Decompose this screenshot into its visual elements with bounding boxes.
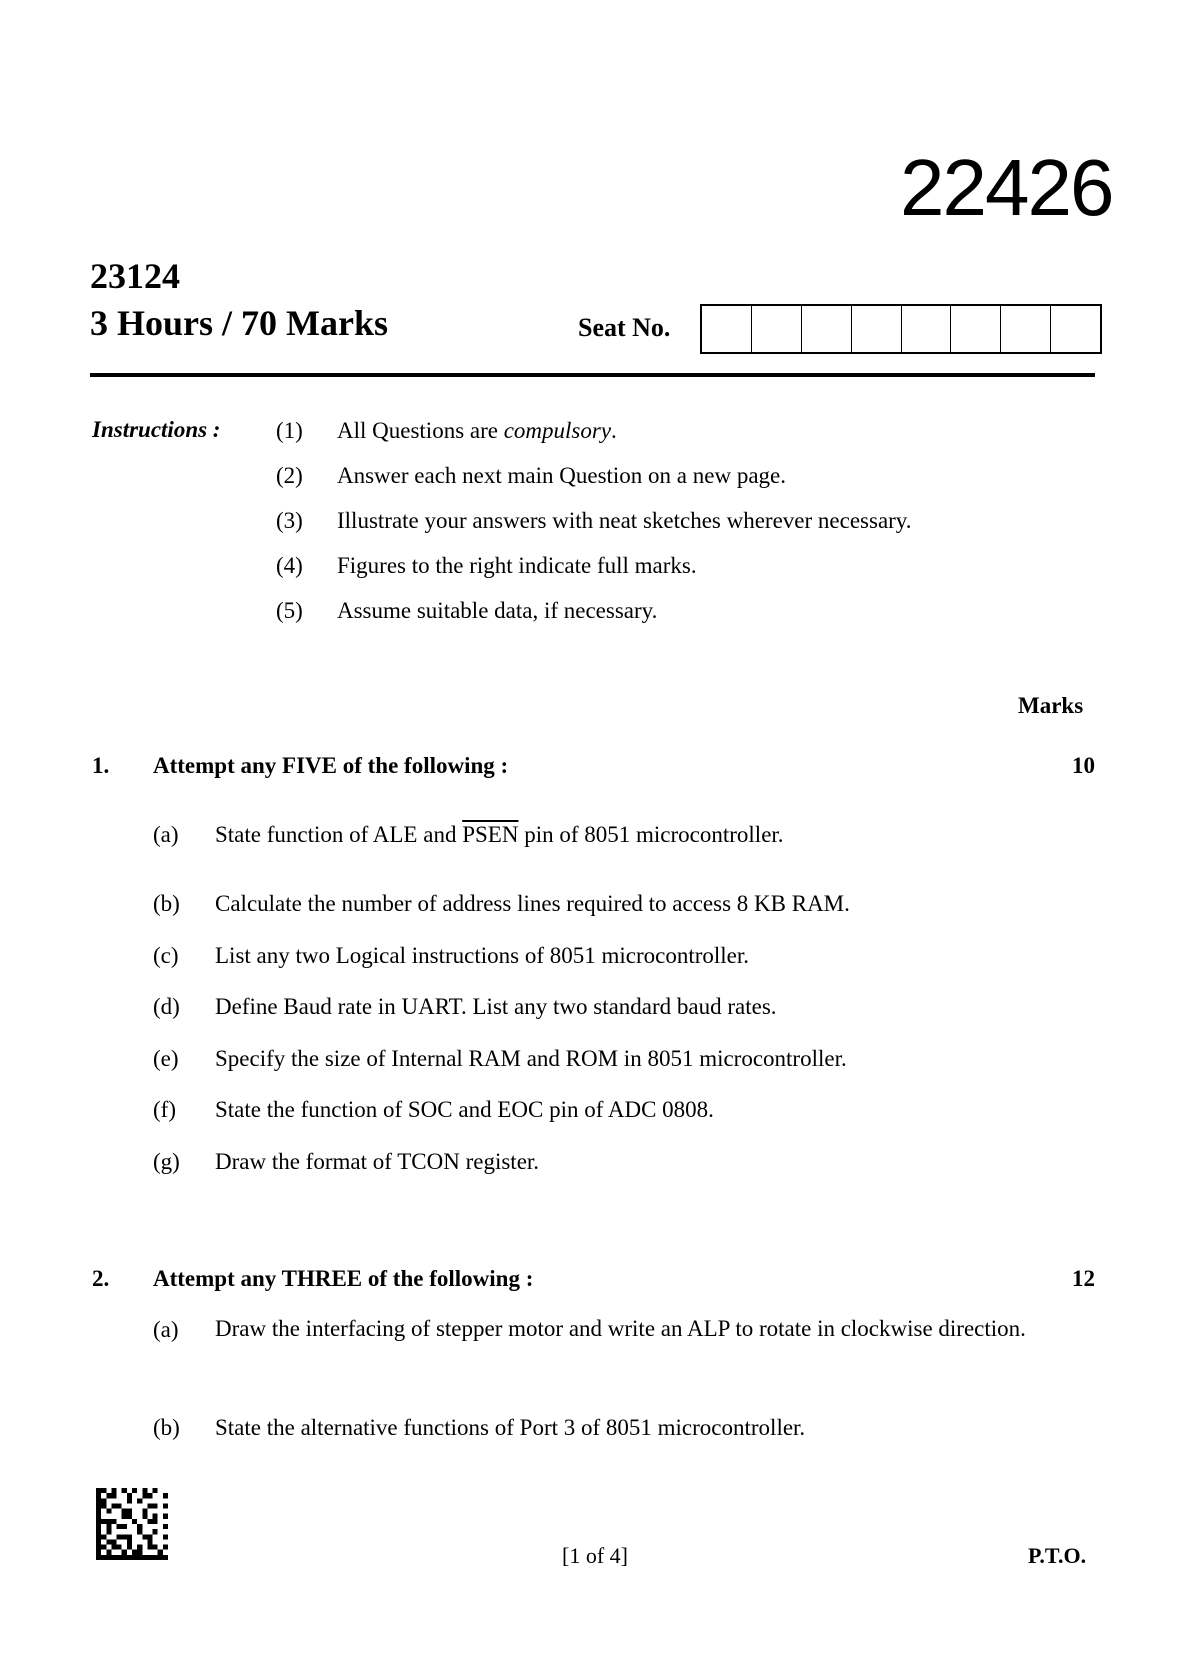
instruction-number: (3) (276, 508, 303, 533)
instructions-label: Instructions : (92, 417, 221, 442)
question-number: 2. (92, 1266, 110, 1291)
seat-box[interactable] (852, 306, 902, 352)
subject-code: 23124 (90, 256, 180, 296)
sub-question-label: (a) (153, 822, 179, 847)
instruction-text: Illustrate your answers with neat sketches wherever necessary. (337, 508, 912, 533)
psen-overline-text: PSEN (462, 822, 519, 847)
sub-question-label: (d) (153, 994, 180, 1019)
sub-question-text: State the alternative functions of Port 3 of 8051 microcontroller. (215, 1415, 806, 1440)
datamatrix-code-icon (95, 1488, 169, 1560)
pto-label: P.T.O. (1028, 1543, 1087, 1568)
header-divider (90, 373, 1095, 377)
sub-question-text: State function of ALE and PSEN pin of 8051 microcontroller. (215, 822, 784, 847)
sub-question-label: (b) (153, 891, 180, 916)
duration-marks: 3 Hours / 70 Marks (90, 303, 389, 343)
page-number: [1 of 4] (562, 1543, 628, 1568)
paper-code: 22426 (900, 143, 1113, 232)
sub-question-text: Calculate the number of address lines required to access 8 KB RAM. (215, 891, 850, 916)
instruction-number: (2) (276, 463, 303, 488)
sub-question-label: (b) (153, 1415, 180, 1440)
sub-question-label: (a) (153, 1317, 179, 1342)
seat-box[interactable] (752, 306, 802, 352)
sub-question-label: (g) (153, 1149, 180, 1174)
instruction-number: (4) (276, 553, 303, 578)
instruction-number: (1) (276, 418, 303, 443)
seat-box[interactable] (702, 306, 752, 352)
instruction-number: (5) (276, 598, 303, 623)
instruction-text: All Questions are compulsory. (337, 418, 617, 443)
seat-number-boxes[interactable] (700, 304, 1102, 354)
instruction-text: Assume suitable data, if necessary. (337, 598, 658, 623)
sub-question-text: List any two Logical instructions of 8051 microcontroller. (215, 943, 750, 968)
sub-question-text: Draw the format of TCON register. (215, 1149, 540, 1174)
question-marks: 10 (1072, 753, 1095, 778)
question-number: 1. (92, 753, 110, 778)
seat-box[interactable] (951, 306, 1001, 352)
question-heading: Attempt any THREE of the following : (153, 1266, 534, 1291)
seat-box[interactable] (1051, 306, 1100, 352)
seat-box[interactable] (902, 306, 952, 352)
question-heading: Attempt any FIVE of the following : (153, 753, 509, 778)
instruction-text: Figures to the right indicate full marks. (337, 553, 697, 578)
sub-question-text: Draw the interfacing of stepper motor and write an ALP to rotate in clockwise direction. (215, 1316, 1026, 1341)
marks-column-header: Marks (1018, 693, 1084, 718)
sub-question-text: Specify the size of Internal RAM and ROM in 8051 microcontroller. (215, 1046, 847, 1071)
seat-label: Seat No. (578, 313, 671, 342)
question-marks: 12 (1072, 1266, 1095, 1291)
seat-box[interactable] (802, 306, 852, 352)
sub-question-label: (f) (153, 1097, 176, 1122)
instruction-text: Answer each next main Question on a new page. (337, 463, 786, 488)
sub-question-text: State the function of SOC and EOC pin of ADC 0808. (215, 1097, 714, 1122)
sub-question-text: Define Baud rate in UART. List any two standard baud rates. (215, 994, 777, 1019)
sub-question-label: (e) (153, 1046, 179, 1071)
sub-question-label: (c) (153, 943, 179, 968)
seat-box[interactable] (1001, 306, 1051, 352)
